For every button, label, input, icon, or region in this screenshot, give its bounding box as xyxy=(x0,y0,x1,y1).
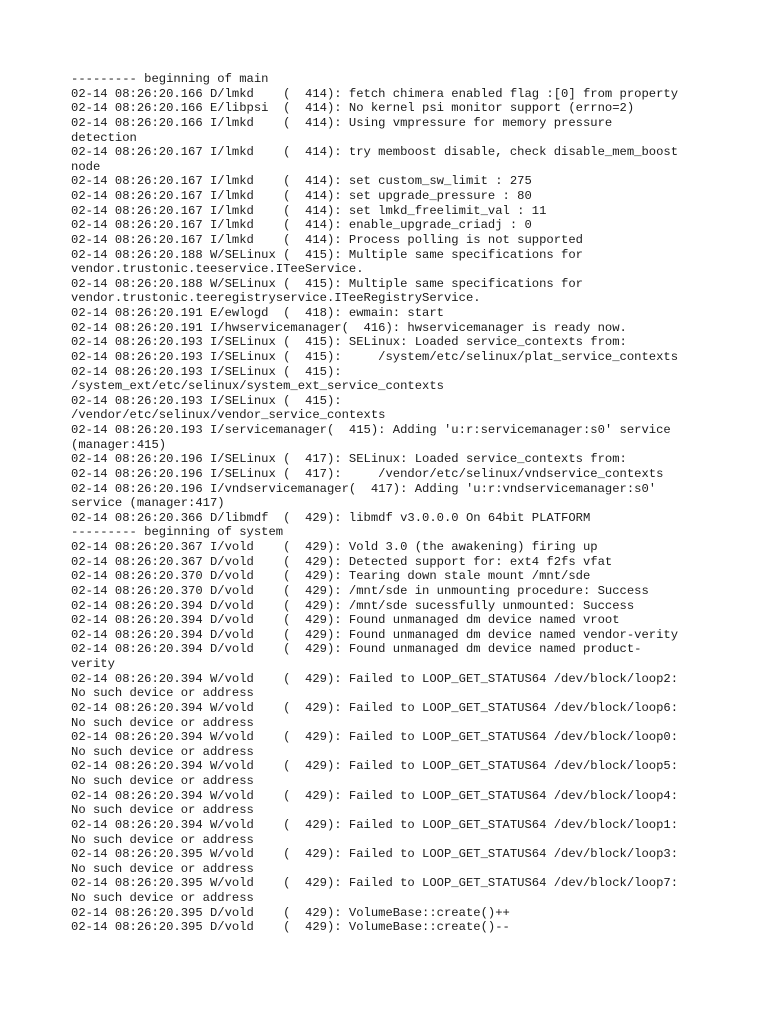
log-line: 02-14 08:26:20.394 W/vold ( 429): Failed to LOOP_GET_STATUS64 /dev/block/loop0: xyxy=(71,730,679,745)
log-line: 02-14 08:26:20.191 E/ewlogd ( 418): ewmain: start xyxy=(71,306,444,320)
log-line: --------- beginning of main xyxy=(71,72,269,86)
log-line: 02-14 08:26:20.167 I/lmkd ( 414): set lmkd_freelimit_val : 11 xyxy=(71,203,547,218)
log-line: 02-14 08:26:20.395 W/vold ( 429): Failed to LOOP_GET_STATUS64 /dev/block/loop3: xyxy=(71,847,679,862)
log-line: 02-14 08:26:20.188 W/SELinux ( 415): Multiple same specifications for xyxy=(71,276,583,291)
log-line: detection xyxy=(71,130,137,145)
log-line: /vendor/etc/selinux/vendor_service_contexts xyxy=(71,408,386,423)
log-line: 02-14 08:26:20.370 D/vold ( 429): Tearing down stale mount /mnt/sde xyxy=(71,569,591,584)
log-line: 02-14 08:26:20.166 E/libpsi ( 414): No kernel psi monitor support (errno=2) xyxy=(71,101,635,116)
log-line: 02-14 08:26:20.394 W/vold ( 429): Failed to LOOP_GET_STATUS64 /dev/block/loop1: xyxy=(71,817,679,832)
log-line: 02-14 08:26:20.193 I/SELinux ( 415): xyxy=(71,364,342,379)
log-line: verity xyxy=(71,657,115,671)
log-line: 02-14 08:26:20.193 I/SELinux ( 415): xyxy=(71,393,342,408)
log-line: 02-14 08:26:20.394 D/vold ( 429): /mnt/sde sucessfully unmounted: Success xyxy=(71,598,635,613)
log-line: 02-14 08:26:20.370 D/vold ( 429): /mnt/sde in unmounting procedure: Success xyxy=(71,583,649,598)
log-line: 02-14 08:26:20.394 D/vold ( 429): Found unmanaged dm device named product- xyxy=(71,642,642,657)
log-line: 02-14 08:26:20.167 I/lmkd ( 414): set upgrade_pressure : 80 xyxy=(71,189,532,203)
log-line: No such device or address xyxy=(71,861,254,876)
log-line: 02-14 08:26:20.394 W/vold ( 429): Failed to LOOP_GET_STATUS64 /dev/block/loop2: xyxy=(71,671,679,686)
log-line: 02-14 08:26:20.193 I/servicemanager( 415): Adding 'u:r:servicemanager:s0' service xyxy=(71,423,671,437)
log-line: No such device or address xyxy=(71,774,254,788)
log-line: 02-14 08:26:20.188 W/SELinux ( 415): Multiple same specifications for xyxy=(71,247,583,262)
log-line: service (manager:417) xyxy=(71,496,225,511)
log-line: No such device or address xyxy=(71,832,254,847)
log-line: 02-14 08:26:20.166 D/lmkd ( 414): fetch chimera enabled flag :[0] from property xyxy=(71,86,679,101)
log-line: 02-14 08:26:20.366 D/libmdf ( 429): libmdf v3.0.0.0 On 64bit PLATFORM xyxy=(71,510,591,525)
log-line: 02-14 08:26:20.395 D/vold ( 429): VolumeBase::create()++ xyxy=(71,905,510,920)
log-line: 02-14 08:26:20.394 W/vold ( 429): Failed to LOOP_GET_STATUS64 /dev/block/loop4: xyxy=(71,788,679,803)
log-line: --------- beginning of system xyxy=(71,525,284,540)
log-line: 02-14 08:26:20.394 W/vold ( 429): Failed to LOOP_GET_STATUS64 /dev/block/loop6: xyxy=(71,700,679,715)
log-text xyxy=(71,72,701,935)
log-line: vendor.trustonic.teeservice.ITeeService. xyxy=(71,262,364,277)
log-line: vendor.trustonic.teeregistryservice.ITeeRegistryService. xyxy=(71,291,481,306)
log-line: 02-14 08:26:20.367 I/vold ( 429): Vold 3.0 (the awakening) firing up xyxy=(71,540,598,554)
log-line: /system_ext/etc/selinux/system_ext_service_contexts xyxy=(71,379,444,394)
log-line: 02-14 08:26:20.196 I/SELinux ( 417): SELinux: Loaded service_contexts from: xyxy=(71,452,627,467)
log-line: (manager:415) xyxy=(71,437,167,452)
log-line: 02-14 08:26:20.394 D/vold ( 429): Found unmanaged dm device named vroot xyxy=(71,613,620,628)
log-line: 02-14 08:26:20.367 D/vold ( 429): Detected support for: ext4 f2fs vfat xyxy=(71,554,613,569)
log-line: node xyxy=(71,159,101,174)
log-line: 02-14 08:26:20.394 W/vold ( 429): Failed to LOOP_GET_STATUS64 /dev/block/loop5: xyxy=(71,759,679,774)
log-line: 02-14 08:26:20.166 I/lmkd ( 414): Using vmpressure for memory pressure xyxy=(71,115,613,130)
log-line: 02-14 08:26:20.167 I/lmkd ( 414): enable_upgrade_criadj : 0 xyxy=(71,218,532,233)
log-line: 02-14 08:26:20.167 I/lmkd ( 414): Process polling is not supported xyxy=(71,232,583,247)
log-line: No such device or address xyxy=(71,803,254,818)
log-line: 02-14 08:26:20.167 I/lmkd ( 414): try memboost disable, check disable_mem_boost xyxy=(71,145,679,160)
log-line: 02-14 08:26:20.395 W/vold ( 429): Failed to LOOP_GET_STATUS64 /dev/block/loop7: xyxy=(71,876,679,891)
log-line: No such device or address xyxy=(71,715,254,730)
log-line: No such device or address xyxy=(71,744,254,759)
log-line: 02-14 08:26:20.191 I/hwservicemanager( 416): hwservicemanager is ready now. xyxy=(71,320,627,335)
log-line: 02-14 08:26:20.196 I/vndservicemanager( 417): Adding 'u:r:vndservicemanager:s0' xyxy=(71,481,657,496)
log-line: 02-14 08:26:20.193 I/SELinux ( 415): /system/etc/selinux/plat_service_contexts xyxy=(71,349,679,364)
log-line: 02-14 08:26:20.395 D/vold ( 429): VolumeBase::create()-- xyxy=(71,920,510,935)
log-line: 02-14 08:26:20.196 I/SELinux ( 417): /vendor/etc/selinux/vndservice_contexts xyxy=(71,466,664,481)
log-line: 02-14 08:26:20.394 D/vold ( 429): Found unmanaged dm device named vendor-verity xyxy=(71,627,679,642)
log-line: 02-14 08:26:20.193 I/SELinux ( 415): SELinux: Loaded service_contexts from: xyxy=(71,335,627,350)
log-line: No such device or address xyxy=(71,686,254,701)
log-line: No such device or address xyxy=(71,891,254,905)
log-line: 02-14 08:26:20.167 I/lmkd ( 414): set custom_sw_limit : 275 xyxy=(71,174,532,189)
